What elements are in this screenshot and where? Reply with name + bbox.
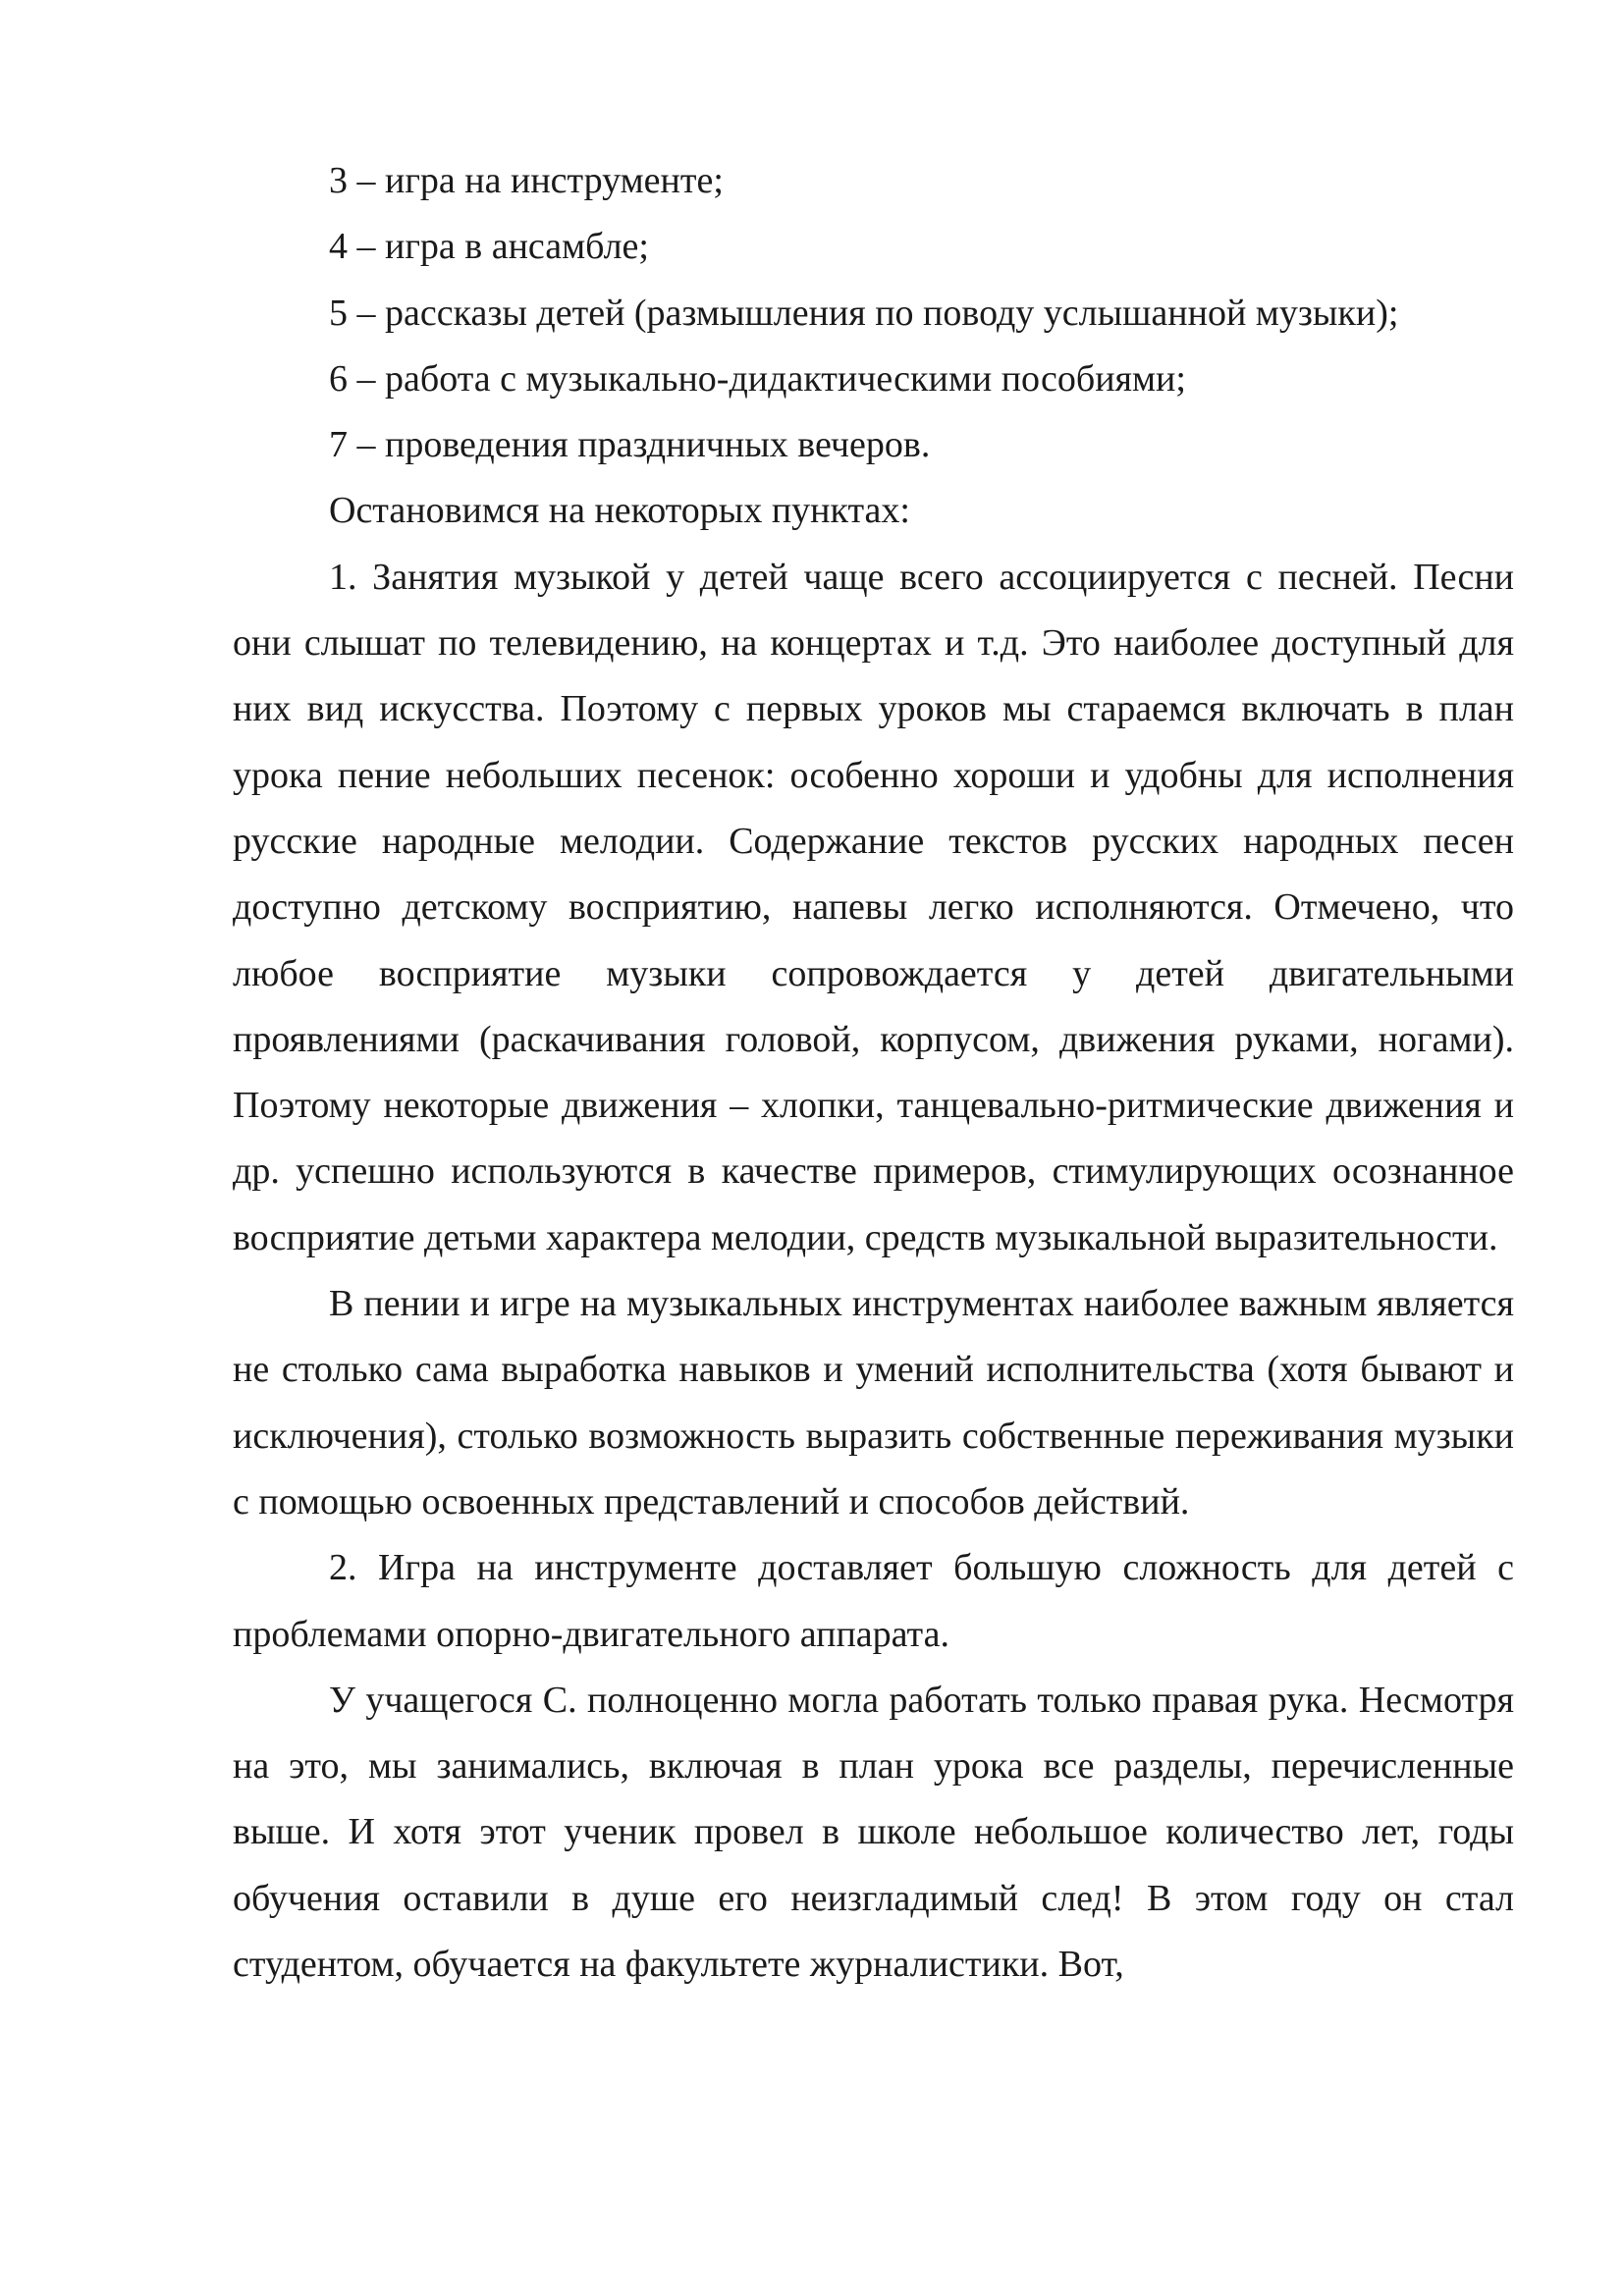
paragraph-songs: 1. Занятия музыкой у детей чаще всего ассоциируется с песней. Песни они слышат по телевидению, на концертах и т.д. Это наиболее доступный для них вид искусства. Поэтому с первых уроков мы стараемся включать в план урока пение небольших песенок: особенно хороши и удобны для исполнения русские народные мелодии. Содержание текстов русских народных песен доступно детскому восприятию, напевы легко исполняются. Отмечено, что любое восприятие музыки сопровождается у детей двигательными проявлениями (раскачивания головой, корпусом, движения руками, ногами). Поэтому некоторые движения – хлопки, танцевально-ритмические движения и др. успешно используются в качестве примеров, стимулирующих осознанное восприятие детьми характера мелодии, средств музыкальной выразительности. [233, 556, 1514, 1258]
list-item: 5 – рассказы детей (размышления по поводу услышанной музыки); [329, 292, 1399, 334]
paragraph-student-case: У учащегося С. полноценно могла работать только правая рука. Несмотря на это, мы занимались, включая в план урока все разделы, перечисленные выше. И хотя этот ученик провел в школе небольшое количество лет, годы обучения оставили в душе его неизгладимый след! В этом году он стал студентом, обучается на факультете журналистики. Вот, [233, 1679, 1514, 1986]
list-item: 6 – работа с музыкально-дидактическими пособиями; [329, 357, 1186, 400]
paragraph-singing-playing: В пении и игре на музыкальных инструментах наиболее важным является не столько сама выработка навыков и умений исполнительства (хотя бывают и исключения), столько возможность выразить собственные переживания музыки с помощью освоенных представлений и способов действий. [233, 1283, 1514, 1522]
list-item: 3 – игра на инструменте; [329, 160, 724, 201]
list-item: 7 – проведения праздничных вечеров. [329, 424, 931, 466]
list-item: 4 – игра в ансамбле; [329, 226, 649, 268]
page-body [233, 148, 1514, 1998]
intro-line: Остановимся на некоторых пунктах: [329, 490, 910, 532]
paragraph-instrument-difficulty: 2. Игра на инструменте доставляет большую сложность для детей с проблемами опорно-двигательного аппарата. [233, 1547, 1514, 1655]
